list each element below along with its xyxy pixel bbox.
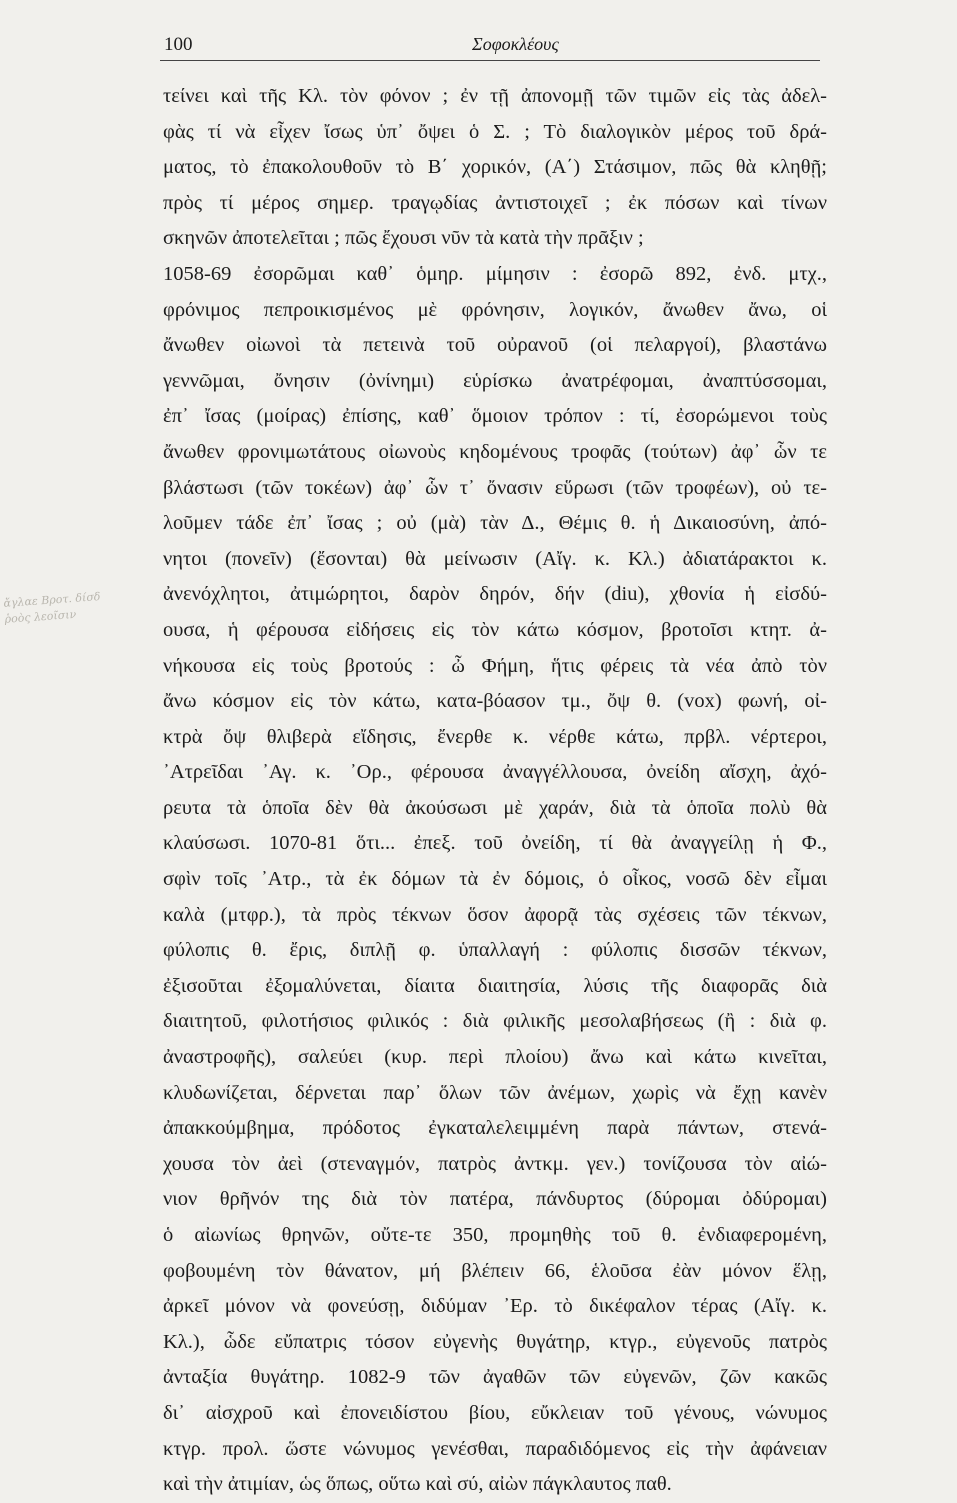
text-line: νητοι (πονεῖν) (ἔσονται) θὰ μείνωσιν (Αἴγ. κ. Κλ.) ἀδιατάρακτοι κ. bbox=[163, 547, 827, 570]
text-line: σκηνῶν ἀποτελεῖται ; πῶς ἔχουσι νῦν τὰ κατὰ τὴν πρᾶξιν ; bbox=[163, 227, 644, 250]
text-line: δι᾿ αἰσχροῦ καὶ ἐπονειδίστου βίου, εὔκλειαν τοῦ γένους, νώνυμος bbox=[163, 1401, 827, 1424]
text-line: ἄνω κόσμον εἰς τὸν κάτω, κατα-βόασον τμ., ὄψ θ. (vox) φωνή, οἰ- bbox=[163, 690, 827, 713]
text-line: σφὶν τοῖς ᾿Ατρ., τὰ ἐκ δόμων τὰ ἐν δόμοις, ὁ οἶκος, νοσῶ δὲν εἶμαι bbox=[163, 868, 827, 891]
text-line: ματος, τὸ ἐπακολουθοῦν τὸ Β΄ χορικόν, (Α΄) Στάσιμον, πῶς θὰ κληθῇ; bbox=[163, 156, 827, 179]
text-line: τείνει καὶ τῆς Κλ. τὸν φόνον ; ἐν τῇ ἀπονομῇ τῶν τιμῶν εἰς τὰς ἀδελ- bbox=[163, 85, 827, 107]
text-line: ρευτα τὰ ὁποῖα δὲν θὰ ἀκούσωσι μὲ χαράν, διὰ τὰ ὁποῖα πολὺ θὰ bbox=[163, 796, 827, 819]
text-line: ἀνταξία θυγάτηρ. 1082-9 τῶν ἀγαθῶν τῶν εὐγενῶν, ζῶν κακῶς bbox=[163, 1366, 827, 1389]
text-line: φοβουμένη τὸν θάνατον, μή βλέπειν 66, ἑλοῦσα ἐὰν μόνον ἕλῃ, bbox=[163, 1259, 827, 1282]
text-line: ἀπακκούμβημα, πρόδοτος ἐγκαταλελειμμένη παρὰ πάντων, στενά- bbox=[163, 1117, 827, 1140]
text-line: λοῦμεν τάδε ἐπ᾿ ἴσας ; οὐ (μὰ) τὰν Δ., Θέμις θ. ἡ Δικαιοσύνη, ἀπό- bbox=[163, 512, 827, 535]
text-line: καὶ τὴν ἀτιμίαν, ὡς ὅπως, οὕτω καὶ σύ, αἰὼν πάγκλαυτος παθ. bbox=[163, 1473, 672, 1496]
text-line: 1058-69 ἐσορῶμαι καθ᾿ ὁμηρ. μίμησιν : ἐσορῶ 892, ἐνδ. μτχ., bbox=[163, 262, 827, 285]
page-header bbox=[160, 34, 820, 56]
margin-note: ἄγλαε Βροτ. δίσδ ῥοὸς λεοῖσιν bbox=[3, 590, 101, 626]
text-line: ᾿Ατρεῖδαι ᾿Αγ. κ. ᾿Ορ., φέρουσα ἀναγγέλλουσα, ὀνείδη αἴσχη, ἀχό- bbox=[163, 761, 827, 784]
text-line: ἀνενόχλητοι, ἀτιμώρητοι, δαρὸν δηρόν, δήν (diu), χθονία ἡ εἰσδύ- bbox=[163, 583, 827, 606]
text-line: ἄνωθεν οἰωνοὶ τὰ πετεινὰ τοῦ οὐρανοῦ (οἱ πελαργοί), βλαστάνω bbox=[163, 334, 827, 357]
text-line: κλαύσωσι. 1070-81 ὅτι... ἐπεξ. τοῦ ὀνείδη, τί θὰ ἀναγγείλῃ ἡ Φ., bbox=[163, 832, 827, 855]
page-number: 100 bbox=[164, 34, 193, 55]
text-line: φύλοπις θ. ἔρις, διπλῇ φ. ὑπαλλαγή : φύλοπις δισσῶν τέκνων, bbox=[163, 939, 827, 962]
text-line: κλυδωνίζεται, δέρνεται παρ᾿ ὅλων τῶν ἀνέμων, χωρὶς νὰ ἔχῃ κανὲν bbox=[163, 1081, 827, 1104]
commentary-text bbox=[163, 79, 827, 1503]
text-line: γεννῶμαι, ὄνησιν (ὀνίνημι) εὑρίσκω ἀνατρέφομαι, ἀναπτύσσομαι, bbox=[163, 369, 827, 392]
header-rule bbox=[160, 60, 820, 61]
text-line: νιον θρῆνόν της διὰ τὸν πατέρα, πάνδυρτος (δύρομαι ὀδύρομαι) bbox=[163, 1188, 827, 1211]
text-line: φὰς τί νὰ εἶχεν ἴσως ὑπ᾿ ὄψει ὁ Σ. ; Τὸ διαλογικὸν μέρος τοῦ δρά- bbox=[163, 120, 827, 143]
text-line: κτγρ. προλ. ὥστε νώνυμος γενέσθαι, παραδιδόμενος εἰς τὴν ἀφάνειαν bbox=[163, 1437, 827, 1460]
text-line: ἀρκεῖ μόνον νὰ φονεύσῃ, διδύμαν ᾿Ερ. τὸ δικέφαλον τέρας (Αἴγ. κ. bbox=[163, 1295, 827, 1318]
text-line: βλάστωσι (τῶν τοκέων) ἀφ᾿ ὧν τ᾿ ὄνασιν εὕρωσι (τῶν τροφέων), οὐ τε- bbox=[163, 476, 827, 499]
text-line: Κλ.), ὧδε εὔπατρις τόσον εὐγενὴς θυγάτηρ, κτγρ., εὐγενοῦς πατρὸς bbox=[163, 1330, 827, 1353]
text-line: φρόνιμος πεπροικισμένος μὲ φρόνησιν, λογικόν, ἄνωθεν ἄνω, οἱ bbox=[163, 298, 827, 321]
text-line: καλὰ (μτφρ.), τὰ πρὸς τέκνων ὅσον ἀφορᾷ τὰς σχέσεις τῶν τέκνων, bbox=[163, 903, 827, 926]
text-line: ἐξισοῦται ἐξομαλύνεται, δίαιτα διαιτησία, λύσις τῆς διαφορᾶς διὰ bbox=[163, 974, 827, 997]
text-line: ἐπ᾿ ἴσας (μοίρας) ἐπίσης, καθ᾿ ὅμοιον τρόπον : τί, ἐσορώμενοι τοὺς bbox=[163, 405, 827, 428]
running-title: Σοφοκλέους bbox=[472, 34, 559, 54]
text-line: ἀναστροφῆς), σαλεύει (κυρ. περὶ πλοίου) ἄνω καὶ κάτω κινεῖται, bbox=[163, 1046, 827, 1069]
text-line: διαιτητοῦ, φιλοτήσιος φιλικός : διὰ φιλικῆς μεσολαβήσεως (ἢ : διὰ φ. bbox=[163, 1010, 827, 1033]
text-line: κτρὰ ὄψ θλιβερὰ εἴδησις, ἔνερθε κ. νέρθε κάτω, πρβλ. νέρτεροι, bbox=[163, 725, 827, 748]
text-line: χουσα τὸν ἀεὶ (στεναγμόν, πατρὸς ἀντκμ. γεν.) τονίζουσα τὸν αἰώ- bbox=[163, 1152, 827, 1175]
text-line: ουσα, ἡ φέρουσα εἰδήσεις εἰς τὸν κάτω κόσμον, βροτοῖσι κτηт. ἀ- bbox=[163, 618, 827, 641]
text-line: πρὸς τί μέρος σημερ. τραγῳδίας ἀντιστοιχεῖ ; ἐκ πόσων καὶ τίνων bbox=[163, 191, 827, 214]
text-line: ὁ αἰωνίως θρηνῶν, οὔτε-τε 350, προμηθὴς τοῦ θ. ἐνδιαφερομένη, bbox=[163, 1224, 827, 1246]
text-line: ἄνωθεν φρονιμωτάτους οἰωνοὺς κηδομένους τροφᾶς (τούτων) ἀφ᾿ ὧν τε bbox=[163, 440, 827, 463]
text-line: νήκουσα εἰς τοὺς βροτούς : ὦ Φήμη, ἥτις φέρεις τὰ νέα ἀπὸ τὸν bbox=[163, 654, 827, 677]
